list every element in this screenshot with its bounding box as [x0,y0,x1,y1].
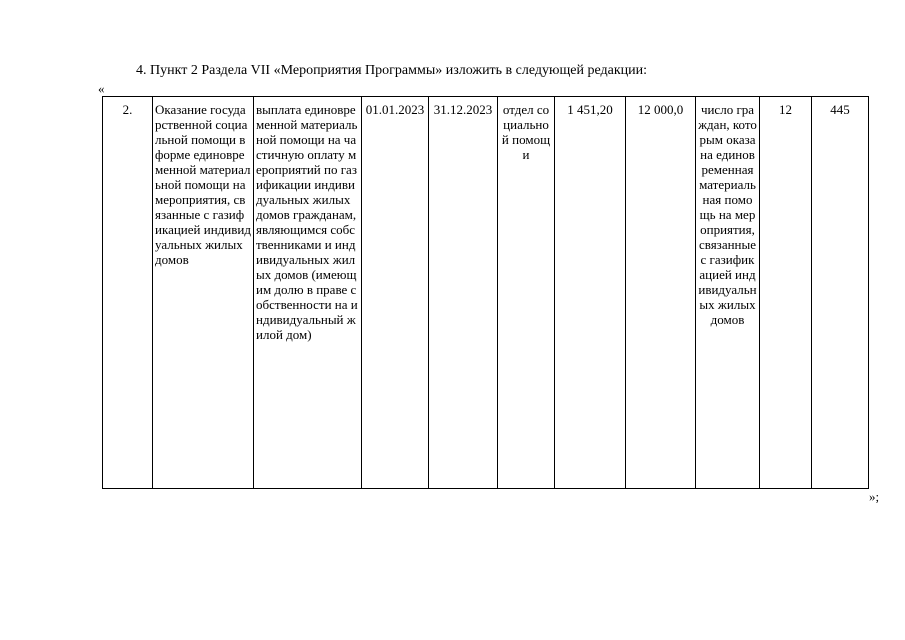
amount-2-cell [626,97,696,489]
indicator-cell [696,97,760,489]
measure-description: выплата единовременной материальной помощи на частичную оплату мероприятий по газификации индивидуальных жилых домов гражданам, являющимся собственниками и индивидуальных жилых домов (имеющим долю в праве собственности на индивидуальный жилой дом) [256,102,358,342]
value-1: 12 [779,102,792,117]
end-date: 31.12.2023 [433,102,493,117]
table-row [103,97,869,489]
start-date: 01.01.2023 [365,102,425,117]
section-heading: 4. Пункт 2 Раздела VII «Мероприятия Программы» изложить в следующей редакции: [136,63,647,78]
value-2: 445 [830,102,850,117]
indicator: число граждан, которым оказана единовременная материальная помощь на мероприятия, связанные с газификацией индивидуальных жилых домов [698,102,757,327]
executor-cell [498,97,555,489]
value-2-cell [812,97,869,489]
amount-1: 1 451,20 [567,102,613,117]
value-1-cell [760,97,812,489]
closing-quote: »; [869,489,880,504]
measure-name: Оказание государственной социальной помощи в форме единовременной материальной помощи на мероприятия, связанные с газификацией индивидуальных жилых домов [155,102,251,267]
measure-name-cell [153,97,254,489]
executor: отдел социальной помощи [501,102,551,162]
amount-2: 12 000,0 [637,102,684,117]
measure-description-cell [254,97,362,489]
start-date-cell [362,97,429,489]
amount-1-cell [555,97,626,489]
opening-quote: « [98,81,105,96]
end-date-cell [429,97,498,489]
row-number-cell [103,97,153,489]
row-number: 2. [122,102,133,117]
program-table [102,96,869,489]
